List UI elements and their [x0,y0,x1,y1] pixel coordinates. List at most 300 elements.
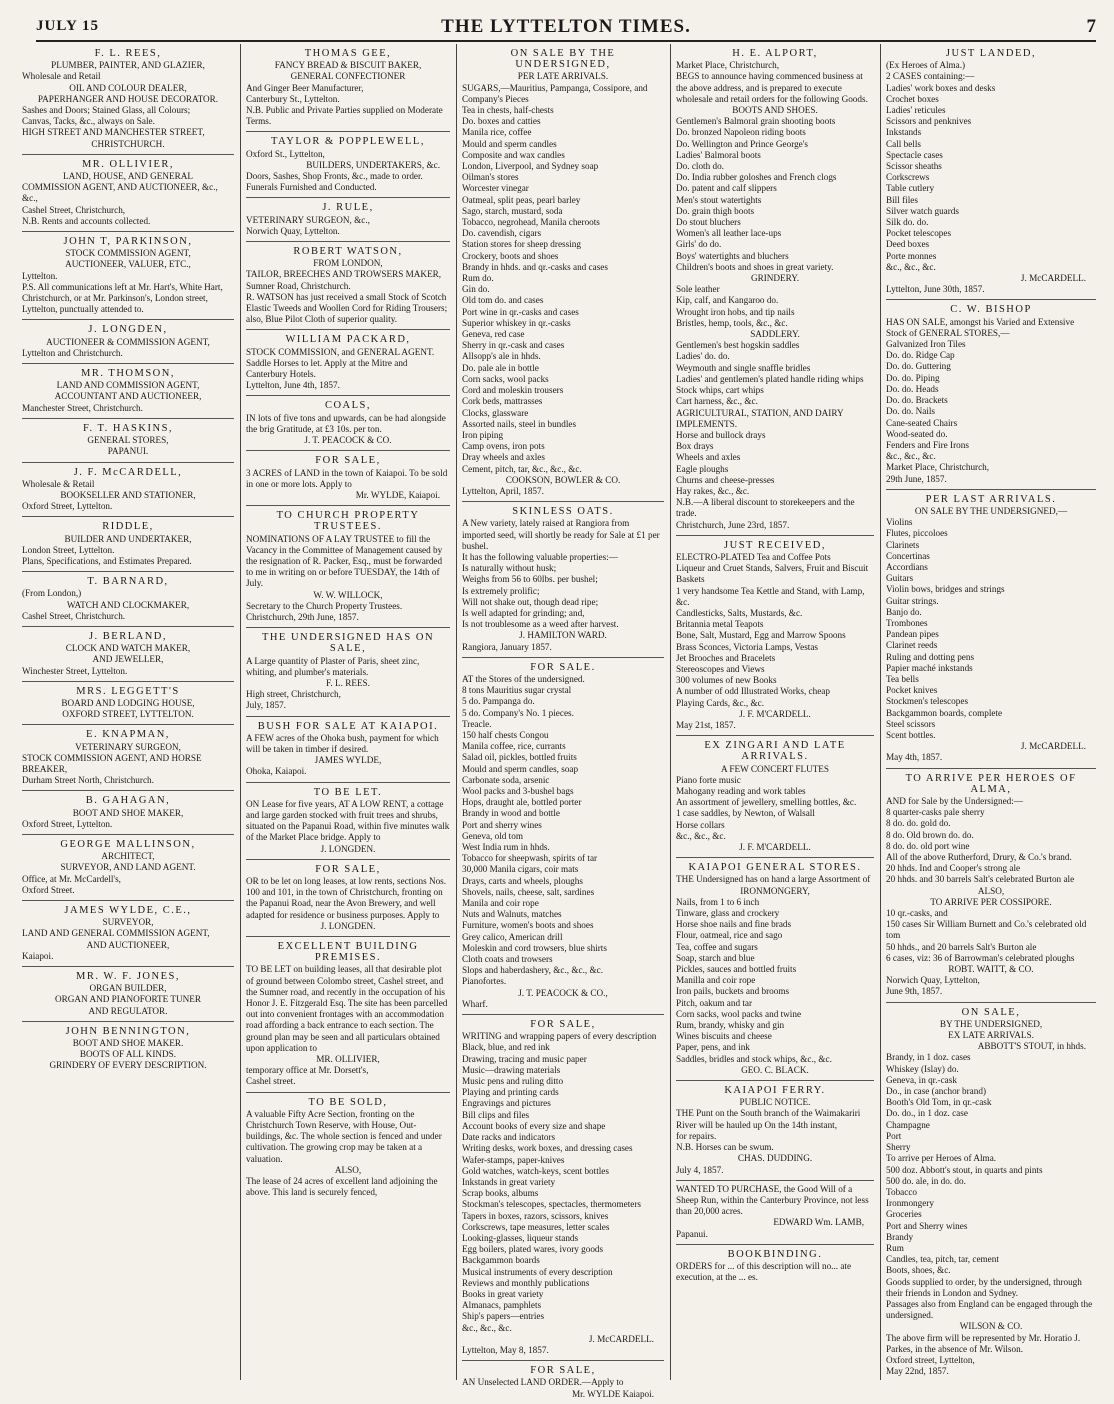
page-number: 7 [1086,16,1096,37]
advertisement-line: Kaiapoi. [22,950,54,961]
advertisement-line: July 4, 1857. [676,1164,724,1175]
advertisement-line: Girls' do do. [676,239,722,250]
advertisement-line: Tea bells [886,673,919,684]
advertisement-line: Do. patent and calf slippers [676,183,777,194]
advertisement-line: BOOT AND SHOE MAKER, [72,807,184,818]
advertisement [22,155,234,232]
advertisement-line: June 9th, 1857. [886,986,943,997]
advertisement-line: Winchester Street, Lyttelton. [22,665,128,676]
advertisement-line: Do. Wellington and Prince George's [676,138,808,149]
advertisement-line: Oxford St., Lyttelton, [246,148,325,159]
advertisement-heading: TO CHURCH PROPERTY TRUSTEES. [276,510,420,533]
advertisement-line: Wood-seated do. [886,428,948,439]
advertisement-line: BOOTS AND SHOES. [732,105,818,116]
advertisement-line: F. L. REES. [326,677,370,688]
advertisement-heading: JUST LANDED, [945,48,1037,59]
advertisement-line: N.B. Public and Private Parties supplied on Moderate Terms. [246,105,443,127]
advertisement-line: THE Punt on the South branch of the Waimakariri River will be hauled up On the 14th instant, [676,1108,861,1130]
advertisement-line: Office, at Mr. McCardell's, [22,873,121,884]
advertisement-line: Camp ovens, iron pots [462,441,545,452]
advertisement-line: A valuable Fifty Acre Section, fronting on the Christchurch Town Reserve, with House, Out-buildings, &c. The whole section is fenced and under cultivation. The growing crop may be taken at a valuation. [246,1108,442,1164]
advertisement-line: Ladies' Balmoral boots [676,149,761,160]
advertisement-line: 5 do. Company's No. 1 pieces. [462,707,574,718]
advertisement-line: W. W. WILLOCK, [313,589,383,600]
advertisement-line: Salad oil, pickles, bottled fruits [462,752,577,763]
advertisement [22,725,234,791]
advertisement-line: Cement, pitch, tar, &c., &c., &c. [462,463,582,474]
advertisement-line: Station stores for sheep dressing [462,239,581,250]
advertisement-heading: BOOKBINDING. [727,1248,823,1260]
advertisement-line: Geneva, old tom [462,830,523,841]
advertisement-line: NOMINATIONS OF A LAY TRUSTEE to fill the Vacancy in the Committee of Management caused by the resignation of R. Packer, Esq., must be forwarded to me in writing on or before TUESDAY, the 14th of July. [246,533,443,589]
column-4 [676,44,874,1380]
advertisement-heading: KAIAPOI GENERAL STORES. [688,862,862,874]
advertisement-line: Concertinas [886,550,930,561]
column-5 [886,44,1096,1380]
advertisement-line: Nuts and Walnuts, matches [462,909,562,920]
advertisement-line: HIGH STREET AND MANCHESTER STREET, [22,127,205,138]
advertisement-line: Looking-glasses, liqueur stands [462,1232,579,1243]
advertisement-line: May 4th, 1857. [886,752,943,763]
advertisement-line: 500 doz. Abbott's stout, in quarts and pints [886,1164,1043,1175]
advertisement-line: AUCTIONEER & COMMISSION AGENT, [46,336,210,347]
advertisement [462,502,664,658]
advertisement-line: Tea, coffee and sugars [676,941,758,952]
advertisement-line: Clocks, glassware [462,407,529,418]
advertisement-line: Oxford Street, Lyttelton. [22,818,113,829]
advertisement-line: BOOKSELLER AND STATIONER, [60,489,196,500]
advertisement-line: HAS ON SALE, amongst his Varied and Extensive Stock of GENERAL STORES,— [886,316,1075,338]
advertisement-line: Market Place, Christchurch, [886,462,990,473]
advertisement-line: Liqueur and Cruet Stands, Salvers, Fruit and Biscuit Baskets [676,563,869,585]
advertisement-line: Manila rice, coffee [462,127,532,138]
advertisement-line: THE Undersigned has on hand a large Assortment of [676,874,871,885]
advertisement [246,330,450,396]
advertisement-line: SURVEYOR, AND LAND AGENT. [60,862,196,873]
advertisement-line: Accordians [886,561,928,572]
advertisement-line: July, 1857. [246,700,286,711]
advertisement-line: J. McCARDELL. [1020,273,1086,284]
advertisement-line: Geneva, in qr.-cask [886,1074,957,1085]
advertisement-line: 3 ACRES of LAND in the town of Kaiapoi. To be sold in one or more lots. Apply to [246,467,448,489]
advertisement-line: A FEW acres of the Ohoka bush, payment for which will be taken in timber if desired. [246,732,439,754]
advertisement-line: Do., in case (anchor brand) [886,1086,986,1097]
advertisement-line: Corkscrews [886,172,930,183]
advertisement [22,682,234,726]
advertisement-line: Violin bows, bridges and strings [886,584,1005,595]
advertisement-line: Is extremely prolific; [462,585,540,596]
advertisement-line: Wharf. [462,998,488,1009]
advertisement-line: Stockmen's telescopes [886,696,969,707]
advertisement-line: Horse and bullock drays [676,429,766,440]
advertisement-line: STOCK COMMISSION AGENT, [65,248,191,259]
advertisement-line: Do. cavendish, cigars [462,228,542,239]
column-3 [462,44,664,1399]
advertisement-line: Do stout bluchers [676,217,741,228]
advertisement-line: FANCY BREAD & BISCUIT BAKER, [274,60,422,71]
advertisement-line: Stockman's telescopes, spectacles, thermometers [462,1199,641,1210]
advertisement-line: FROM LONDON, [313,258,383,269]
advertisement-heading: COALS, [324,400,372,412]
advertisement-line: Candlesticks, Salts, Mustards, &c. [676,607,803,618]
advertisement-heading: MR. THOMSON, [81,368,175,380]
advertisement-heading: FOR SALE, [530,1365,596,1377]
advertisement-line: Eagle ploughs [676,463,729,474]
advertisement [462,1015,664,1361]
advertisement-line: Reviews and monthly publications [462,1277,590,1288]
advertisement-line: Tobacco for sheepwash, spirits of tar [462,853,598,864]
advertisement-line: All of the above Rutherford, Drury, & Co.'s brand. [886,852,1072,863]
advertisement-heading: C. W. BISHOP [950,304,1032,316]
column-2 [246,44,450,1380]
advertisement-line: Steel scissors [886,718,936,729]
advertisement-line: CHAS. DUDDING. [737,1153,813,1164]
advertisement-line: Rum, brandy, whisky and gin [676,1020,785,1031]
advertisement-heading: SKINLESS OATS. [512,506,614,518]
advertisement-line: 2 CASES containing:— [886,71,975,82]
advertisement-line: Pandean pipes [886,629,939,640]
advertisement-heading: THOMAS GEE, [304,48,392,59]
advertisement-line: Dray wheels and axles [462,452,545,463]
advertisement-line: WRITING and wrapping papers of every description [462,1031,657,1042]
advertisement-line: Women's all leather lace-ups [676,228,782,239]
advertisement-line: (Ex Heroes of Alma.) [886,60,966,71]
advertisement-line: Slops and haberdashery, &c., &c., &c. [462,965,604,976]
advertisement-line: 8 quarter-casks pale sherry [886,807,985,818]
advertisement-line: PAPANUI. [107,446,149,457]
advertisement-line: ORDERS for ... of this description will no... ate execution, at the ... es. [676,1260,852,1283]
advertisement-line: Norwich Quay, Lyttelton. [246,225,340,236]
advertisement [886,300,1096,489]
advertisement-heading: FOR SALE, [315,863,381,875]
advertisement-line: To arrive per Heroes of Alma. [886,1153,997,1164]
advertisement [22,791,234,835]
advertisement-line: An assortment of jewellery, smelling bottles, &c. [676,797,857,808]
advertisement-line: Rangiora, January 1857. [462,641,552,652]
advertisement-line: SADDLERY. [750,329,800,340]
advertisement-line: Wines biscuits and cheese [676,1031,772,1042]
advertisement-line: GEO. C. BLACK. [741,1064,809,1075]
advertisement-line: BEGS to announce having commenced business at the above address, and is prepared to execute wholesale and retail orders for the following Goods. [676,71,868,104]
advertisement-line: Is naturally without husk; [462,563,557,574]
advertisement-line: OXFORD STREET, LYTTELTON. [62,709,194,720]
advertisement-line: Sumner Road, Christchurch. [246,280,351,291]
advertisement-heading: H. E. ALPORT, [732,48,818,59]
advertisement-heading: TO ARRIVE PER HEROES OF ALMA, [905,772,1077,795]
advertisement-line: A New variety, lately raised at Rangiora from imported seed, will shortly be ready for Sale at £1 per bushel. [462,518,660,551]
advertisement-line: Egg boilers, plated wares, ivory goods [462,1244,604,1255]
advertisement-line: Sherry [886,1142,911,1153]
advertisement-line: Call bells [886,138,921,149]
advertisement-line: Tinware, glass and crockery [676,908,780,919]
advertisement [246,242,450,330]
advertisement-line: Worcester vinegar [462,183,529,194]
advertisement-line: Kip, calf, and Kangaroo do. [676,295,779,306]
advertisement-line: TO BE LET on building leases, all that desirable plot of ground between Colombo street, Cashel street, and the Sumner road, and recently in the occupation of his Honor J. E. Fitzgerald Esq. The site has been parcelled out into convenient frontages with an accommodation road affording a back entrance to each section. The ground plan may be seen and all particulars obtained upon application to [246,964,448,1053]
advertisement-line: Do. cloth do. [676,161,724,172]
advertisement-line: Candles, tea, pitch, tar, cement [886,1254,999,1265]
advertisement-line: Engravings and pictures [462,1098,551,1109]
advertisement-line: Playing and printing cards [462,1087,559,1098]
advertisement-line: ORGAN AND PIANOFORTE TUNER [54,994,202,1005]
advertisement-line: Shovels, nails, cheese, salt, sardines [462,886,595,897]
advertisement-line: Sago, starch, mustard, soda [462,205,563,216]
advertisement-line: BOOTS OF ALL KINDS. [79,1049,177,1060]
advertisement-line: Scent bottles. [886,729,936,740]
advertisement-line: Treacle. [462,718,492,729]
advertisement-line: Children's boots and shoes in great variety. [676,261,834,272]
advertisement-line: COMMISSION AGENT, AND AUCTIONEER, &c., &c., [22,182,218,204]
advertisement [246,198,450,242]
advertisement-line: 8 do. do. old port wine [886,840,970,851]
advertisement-line: AND REGULATOR. [88,1005,168,1016]
advertisement-line: ABBOTT'S STOUT, in hhds. [977,1041,1086,1052]
advertisement-heading: FOR SALE, [530,1019,596,1031]
advertisement-heading: MRS. LEGGETT'S [76,685,180,697]
advertisement-line: Mould and sperm candles [462,138,557,149]
advertisement-line: Gentlemen's best hogskin saddles [676,340,800,351]
advertisement-line: Black, blue, and red ink [462,1042,550,1053]
advertisement [246,717,450,783]
advertisement [462,658,664,1015]
advertisement-heading: J. RULE, [322,202,374,214]
advertisement-heading: RIDDLE, [102,521,154,533]
advertisement-heading: ON SALE BY THE UNDERSIGNED, [510,48,616,71]
advertisement-line: Oilman's stores [462,172,519,183]
advertisement-line: Oxford street, Lyttelton, [886,1354,975,1365]
advertisement-line: Papier maché inkstands [886,662,973,673]
advertisement-line: AT the Stores of the undersigned. [462,673,585,684]
advertisement-line: 150 cases Sir William Burnett and Co.'s celebrated old tom [886,919,1087,941]
advertisement-line: Crochet boxes [886,93,939,104]
advertisement-line: Iron pails, buckets and brooms [676,986,790,997]
advertisement-line: P.S. All communications left at Mr. Hart's, White Hart, Christchurch, or at Mr. Parkinson's, London street, Lyttelton, punctually attended to. [22,281,223,315]
advertisement-line: Corkscrews, tape measures, letter scales [462,1221,610,1232]
advertisement-line: Jet Brooches and Bracelets [676,652,776,663]
advertisement-line: Tobacco [886,1186,917,1197]
advertisement-line: West India rum in hhds. [462,842,550,853]
advertisement-line: Musical instruments of every description [462,1266,613,1277]
advertisement-line: VETERINARY SURGEON, &c., [246,214,370,225]
advertisement [22,463,234,518]
advertisement-line: ELECTRO-PLATED Tea and Coffee Pots [676,551,831,562]
advertisement-line: Box drays [676,441,714,452]
advertisement-line: Hops, draught ale, bottled porter [462,797,582,808]
advertisement-line: R. WATSON has just received a small Stock of Scotch Elastic Tweeds and Woollen Cord for Riding Trousers; also, Blue Pilot Cloth of superior quality. [246,291,448,325]
advertisement-line: GRINDERY. [750,273,800,284]
advertisement-line: Secretary to the Church Property Trustees. [246,600,403,611]
advertisement-line: GRINDERY OF EVERY DESCRIPTION. [49,1060,207,1071]
advertisement [22,572,234,627]
advertisement-line: GENERAL CONFECTIONER [290,71,406,82]
advertisement-line: JAMES WYLDE, [314,755,382,766]
column-rule [670,44,671,1380]
advertisement-line: Cane-seated Chairs [886,417,958,428]
advertisement-line: Wafer-stamps, paper-knives [462,1154,565,1165]
advertisement-line: Flour, oatmeal, rice and sago [676,930,783,941]
advertisement-line: Brass Sconces, Victoria Lamps, Vestas [676,641,818,652]
advertisement-line: Wholesale and Retail [22,71,101,82]
advertisement [676,1181,874,1245]
advertisement-line: AGRICULTURAL, STATION, AND DAIRY IMPLEMENTS. [676,407,844,429]
advertisement-line: EX LATE ARRIVALS. [948,1030,1034,1041]
advertisement [22,419,234,463]
advertisement-line: 29th June, 1857. [886,473,947,484]
advertisement-line: Do. do. Brackets [886,395,948,406]
advertisement-line: 8 do. do. gold do. [886,818,951,829]
advertisement-line: Sashes and Doors; Stained Glass, all Colours; [22,105,191,116]
advertisement-line: Music—drawing materials [462,1064,561,1075]
advertisement-line: Music pens and ruling ditto [462,1076,564,1087]
advertisement [676,1245,874,1288]
advertisement-line: Spectacle cases [886,149,943,160]
advertisement-line: Mould and sperm candles, soap [462,763,579,774]
advertisement-line: WATCH AND CLOCKMAKER, [66,599,190,610]
advertisement-line: Rum [886,1242,904,1253]
advertisement-line: Doors, Sashes, Shop Fronts, &c., made to order. [246,171,423,182]
advertisement-line: 10 qr.-casks, and [886,908,948,919]
advertisement-line: Crockery, boots and shoes [462,250,559,261]
advertisement-line: BY THE UNDERSIGNED, [939,1018,1043,1029]
advertisement [22,44,234,155]
advertisement [22,901,234,967]
advertisement-line: 1 case saddles, by Newton, of Walsall [676,808,815,819]
advertisement [246,628,450,716]
advertisement-line: Horse collars [676,819,725,830]
advertisement-line: Weighs from 56 to 60lbs. per bushel; [462,574,598,585]
advertisement [22,627,234,682]
advertisement [462,44,664,502]
advertisement-line: Champagne [886,1119,930,1130]
advertisement-line: Sherry in qr.-cask and cases [462,340,565,351]
advertisement-line: Stock whips, cart whips [676,385,764,396]
advertisement-line: Wool packs and 3-bushel bags [462,786,574,796]
advertisement-line: The above firm will be represented by Mr. Horatio J. Parkes, in the absence of Mr. Wilson. [886,1332,1081,1354]
advertisement-line: Backgammon boards, complete [886,707,1003,718]
advertisement-heading: F. L. REES, [94,48,162,59]
advertisement-line: Gin do. [462,284,490,295]
advertisement-line: Cart harness, &c., &c. [676,396,758,407]
advertisement [676,1081,874,1181]
advertisement-line: Cashel Street, Christchurch. [22,610,126,621]
advertisement-line: 20 hhds. and 30 barrels Salt's celebrated Burton ale [886,874,1075,885]
advertisement-line: Groceries [886,1209,922,1220]
advertisement-line: Ship's papers—entries [462,1311,545,1322]
advertisement-line: Silver watch guards [886,205,959,216]
advertisement-line: Plans, Specifications, and Estimates Prepared. [22,555,192,566]
advertisement-heading: JAMES WYLDE, C.E., [64,905,192,916]
advertisement-line: ON SALE BY THE UNDERSIGNED,— [914,505,1068,516]
advertisement-line: 8 do. Old brown do. do. [886,829,974,840]
advertisement-line: Gentlemen's Balmoral grain shooting boots [676,116,836,127]
advertisement-line: BOARD AND LODGING HOUSE, [61,697,195,708]
column-1 [22,44,234,1380]
advertisement-line: &c., &c., &c. [886,451,936,462]
advertisement-line: WANTED TO PURCHASE, the Good Will of a Sheep Run, within the Canterbury Province, not less than 20,000 acres. [676,1183,869,1217]
advertisement-heading: JOHN BENNINGTON, [65,1025,191,1037]
advertisement-line: London, Liverpool, and Sydney soap [462,161,599,172]
advertisement-line: Scrap books, albums [462,1188,539,1199]
column-rule [456,44,457,1380]
advertisement-line: Will not shake out, though dead ripe; [462,596,599,607]
advertisement-line: 50 hhds., and 20 barrels Salt's Burton ale [886,941,1037,952]
advertisement [886,44,1096,300]
advertisement-line: Clarinets [886,539,920,550]
advertisement-line: N.B.—A liberal discount to storekeepers and the trade. [676,497,855,519]
advertisement-line: J. McCARDELL. [1020,741,1086,752]
advertisement-line: SURVEYOR, [102,917,154,928]
advertisement-line: (From London,) [22,588,82,599]
advertisement-line: Do. pale ale in bottle [462,362,539,373]
advertisement-line: AND for Sale by the Undersigned:— [886,796,1024,806]
advertisement-heading: J. F. McCARDELL, [73,466,183,478]
advertisement-line: OR to be let on long leases, at low rents, sections Nos. 100 and 101, in the town of Christchurch, fronting on the Papanui Road, near the Avon Brewery, and well adapted for residence or business purposes. Apply to [246,876,447,920]
advertisement-line: Brandy, in 1 doz. cases [886,1052,971,1063]
advertisement-line: Wholesale & Retail [22,478,95,489]
advertisement-line: Books in great variety [462,1288,544,1299]
advertisement-heading: KAIAPOI FERRY. [724,1085,826,1097]
advertisement [22,1022,234,1076]
advertisement-line: Booth's Old Tom, in qr.-cask [886,1097,992,1108]
advertisement-line: Drays, carts and wheels, ploughs [462,875,583,886]
advertisement-line: Mr. WYLDE Kaiapoi. [572,1388,654,1399]
advertisement-line: J. T. PEACOCK & CO., [518,987,608,998]
advertisement-line: Soap, starch and blue [676,952,755,963]
advertisement-heading: JOHN T, PARKINSON, [63,236,193,248]
advertisement-line: Wheels and axles [676,452,741,463]
advertisement [676,44,874,536]
advertisement-line: Bill files [886,194,918,205]
advertisement-line: VETERINARY SURGEON, [75,741,181,752]
advertisement-line: temporary office at Mr. Dorsett's, [246,1065,369,1076]
advertisement-heading: FOR SALE, [315,455,381,467]
advertisement-line: Grey calico, American drill [462,931,563,942]
advertisement-line: Christchurch, June 23rd, 1857. [676,519,790,530]
advertisement-line: Geneva, red case [462,329,525,340]
advertisement-line: Ironmongery [886,1198,934,1209]
advertisement-line: 5 do. Pampanga do. [462,696,535,707]
advertisement-line: N.B. Rents and accounts collected. [22,215,151,226]
newspaper-title: THE LYTTELTON TIMES. [441,16,691,37]
advertisement-line: CLOCK AND WATCH MAKER, [65,643,191,654]
advertisement-line: GENERAL STORES, [87,435,169,446]
advertisement-line: ON Lease for five years, AT A LOW RENT, a cottage and large garden stocked with fruit trees and shrubs, situated on the Papanui Road, within five minutes walk of the Market Place bridge. Apply to [246,798,450,843]
advertisement-line: Port [886,1130,902,1141]
issue-date: JULY 15 [36,18,99,34]
advertisement-line: IN lots of five tons and upwards, can be had alongside the brig Gratitude, at £3 10s. per ton. [246,412,446,434]
advertisement-line: Pitch, oakum and tar [676,997,753,1008]
advertisement-line: STOCK COMMISSION AGENT, AND HORSE BREAKER, [22,752,202,774]
advertisement-line: Pocket knives [886,685,938,696]
advertisement-line: Bill clips and files [462,1109,530,1120]
advertisement-line: Ruling and dotting pens [886,651,975,662]
column-rule [240,44,241,1380]
advertisement-line: 8 tons Mauritius sugar crystal [462,685,572,696]
advertisement-line: J. McCARDELL. [588,1333,654,1344]
advertisement-line: Trombones [886,617,928,628]
advertisement-line: Writing desks, work boxes, and dressing cases [462,1143,633,1154]
advertisement-line: Do. grain thigh boots [676,205,755,216]
advertisement-line: STOCK COMMISSION, and GENERAL AGENT. [246,346,435,357]
advertisement-line: Superior whiskey in qr.-casks [462,317,571,328]
advertisement-line: Manchester Street, Christchurch. [22,402,143,413]
advertisement-line: J. LONGDEN. [320,843,376,854]
advertisement-line: Ohoka, Kaiapoi. [246,766,307,777]
advertisement-line: Ladies' reticules [886,105,946,116]
advertisement-line: Fenders and Fire Irons [886,439,969,450]
advertisement-line: Cork beds, mattrasses [462,396,543,407]
advertisement-line: Banjo do. [886,606,922,617]
